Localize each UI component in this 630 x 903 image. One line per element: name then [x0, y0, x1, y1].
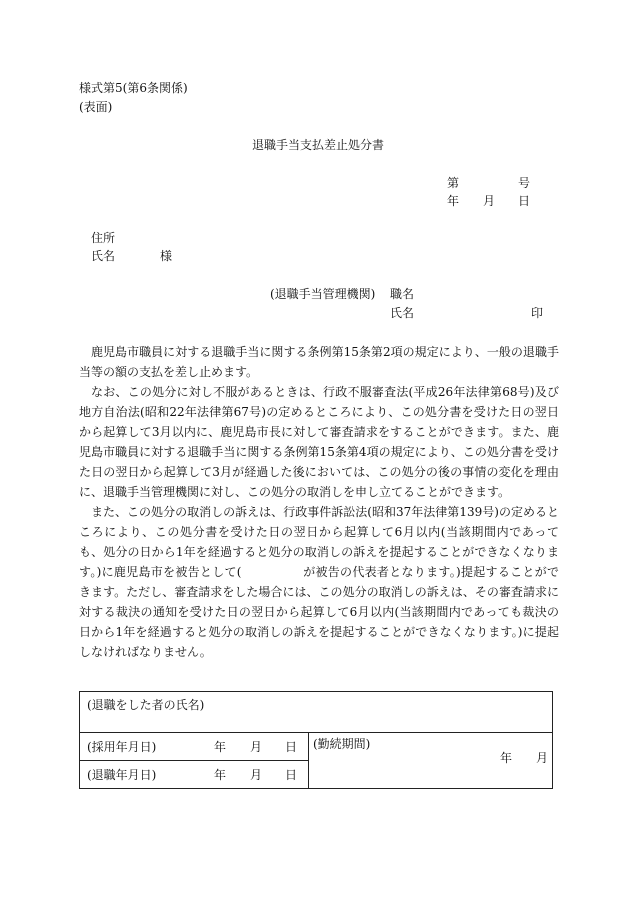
- date-day: 日: [518, 194, 531, 208]
- retire-date-year: 年: [214, 768, 227, 782]
- retiree-name-label: (退職をした者の氏名): [87, 698, 205, 712]
- form-side-label: (表面): [79, 100, 113, 114]
- issuer-agency: (退職手当管理機関): [270, 287, 376, 301]
- retiree-info-table: [79, 691, 553, 789]
- hire-date-label: (採用年月日): [87, 740, 157, 754]
- table-divider-col: [308, 732, 309, 788]
- recipient-address-label: 住所: [91, 231, 116, 245]
- doc-number-dai: 第: [447, 176, 460, 190]
- table-divider-row-2: [80, 760, 308, 761]
- body-paragraph-3: また、この処分の取消しの訴えは、行政事件訴訟法(昭和37年法律第139号)の定めるところにより、この処分書を受けた日の翌日から起算して6月以内(当該期間内であっても、処分の日から1年を経過すると処分の取消しの訴えを提起することができなくなります。)に鹿児島市を被告として( が被告の代表者となります。)提起することができます。ただし、審査請求をした場合には、この処分の取消しの訴えは、その審査請求に対する裁決の通知を受けた日の翌日から起算して6月以内(当該期間内であっても裁決の日から1年を経過すると処分の取消しの訴えを提起することができなくなります。)に提起しなければなりません。: [79, 505, 559, 659]
- hire-date-month: 月: [250, 740, 263, 754]
- service-period-month: 月: [536, 751, 549, 765]
- service-period-label: (勤続期間): [313, 737, 371, 751]
- document-title: 退職手当支払差止処分書: [252, 138, 385, 152]
- retire-date-label: (退職年月日): [87, 768, 157, 782]
- date-year: 年: [447, 194, 460, 208]
- retire-date-day: 日: [285, 768, 298, 782]
- date-month: 月: [483, 194, 496, 208]
- table-divider-row-1: [80, 732, 552, 733]
- issuer-name-label: 氏名: [390, 306, 415, 320]
- recipient-name-label: 氏名: [91, 249, 116, 263]
- hire-date-day: 日: [285, 740, 298, 754]
- body-paragraph-1: 鹿児島市職員に対する退職手当に関する条例第15条第2項の規定により、一般の退職手当等の額の支払を差し止めます。: [79, 345, 559, 379]
- issuer-seal: 印: [531, 306, 544, 320]
- service-period-year: 年: [500, 751, 513, 765]
- form-number: 様式第5(第6条関係): [79, 81, 188, 95]
- issuer-title-label: 職名: [390, 287, 415, 301]
- doc-number-go: 号: [518, 176, 531, 190]
- body-paragraph-2: なお、この処分に対し不服があるときは、行政不服審査法(平成26年法律第68号)及び地方自治法(昭和22年法律第67号)の定めるところにより、この処分書を受けた日の翌日から起算して3月以内に、鹿児島市長に対して審査請求をすることができます。また、鹿児島市職員に対する退職手当に関する条例第15条第4項の規定により、この処分書を受けた日の翌日から起算して3月が経過した後においては、この処分の後の事情の変化を理由に、退職手当管理機関に対し、この処分の取消しを申し立てることができます。: [79, 385, 559, 499]
- hire-date-year: 年: [214, 740, 227, 754]
- recipient-honorific: 様: [160, 249, 173, 263]
- retire-date-month: 月: [250, 768, 263, 782]
